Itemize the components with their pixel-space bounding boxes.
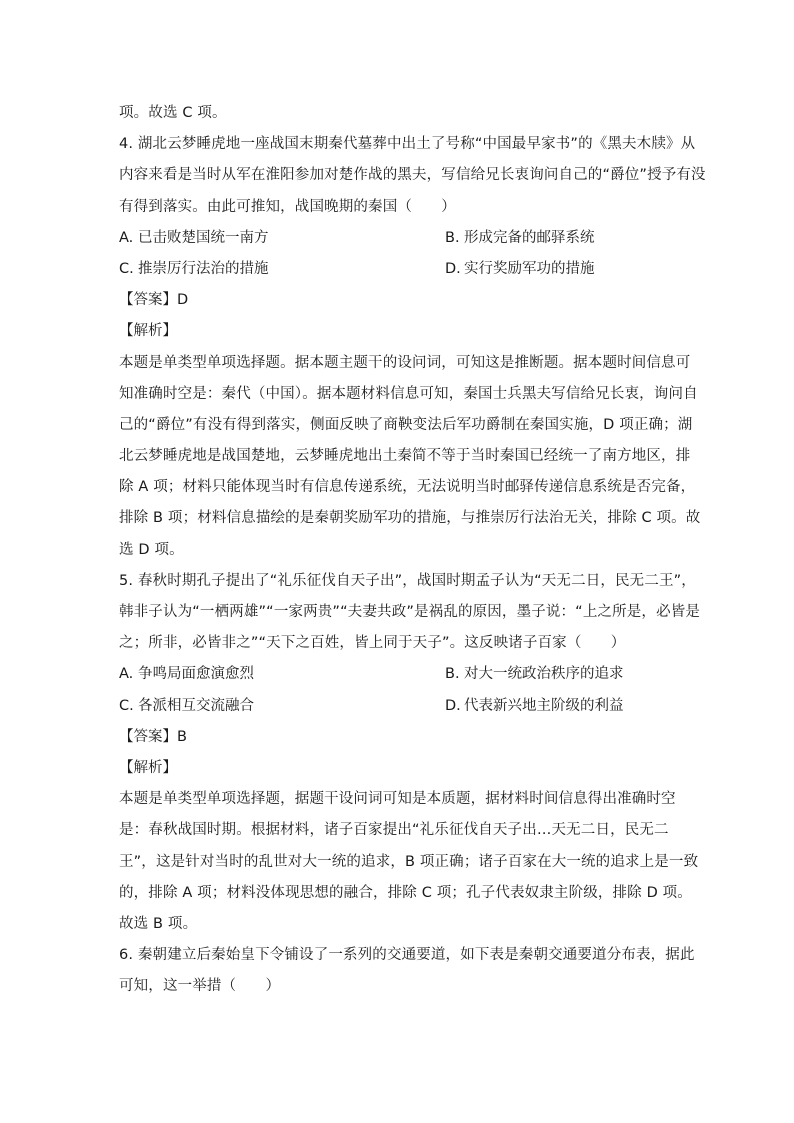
question-5-option-a: A. 争鸣局面愈演愈烈 — [119, 666, 254, 683]
question-4-answer: 【答案】D — [119, 292, 189, 309]
question-4-stem-line: 内容来看是当时从军在淮阳参加对楚作战的黑夫，写信给兄长衷询问自己的“爵位”授予有没 — [119, 167, 706, 184]
question-4-stem-line: 4. 湖北云梦睡虎地一座战国末期秦代墓葬中出土了号称“中国最早家书”的《黑夫木牍》从 — [119, 136, 696, 153]
question-5 — [119, 566, 701, 940]
question-5-option-b: B. 对大一统政治秩序的追求 — [445, 666, 624, 683]
question-4-analysis-line: 本题是单类型单项选择题。据本题主题干的设问词，可知这是推断题。据本题时间信息可 — [119, 354, 691, 371]
document-page — [119, 98, 706, 1002]
question-4-analysis-line: 知准确时空是：秦代（中国）。据本题材料信息可知，秦国士兵黑夫写信给兄长衷，询问自 — [119, 385, 698, 402]
question-5-options-row — [119, 691, 681, 722]
question-5-analysis-title: 【解析】 — [119, 759, 177, 776]
question-4 — [119, 129, 706, 566]
question-4-analysis-title: 【解析】 — [119, 323, 177, 340]
question-5-stem-line: 韩非子认为“一栖两雄”“一家两贵”“夫妻共政”是祸乱的原因，墨子说：“上之所是，必皆是 — [119, 604, 701, 620]
question-4-option-a: A. 已击败楚国统一南方 — [119, 229, 269, 246]
question-6 — [119, 940, 695, 1002]
question-5-answer: 【答案】B — [119, 728, 187, 745]
question-5-analysis-line: 是：春秋战国时期。根据材料，诸子百家提出“礼乐征伐自天子出…天无二日，民无二 — [119, 822, 669, 839]
question-6-stem-line: 6. 秦朝建立后秦始皇下令铺设了一系列的交通要道，如下表是秦朝交通要道分布表，据此 — [119, 947, 695, 964]
question-5-options-row — [119, 659, 681, 690]
text-line: 项。故选 C 项。 — [119, 105, 227, 121]
question-5-option-c: C. 各派相互交流融合 — [119, 697, 254, 714]
question-5-stem-line: 之；所非，必皆非之”“天下之百姓，皆上同于天子”。这反映诸子百家（ ） — [119, 635, 626, 652]
question-4-analysis-line: 排除 B 项；材料信息描绘的是秦朝奖励军功的措施，与推崇厉行法治无关，排除 C 项。故 — [119, 510, 701, 527]
question-5-option-d: D. 代表新兴地主阶级的利益 — [445, 697, 624, 714]
question-4-stem-line: 有得到落实。由此可推知，战国晚期的秦国（ ） — [119, 198, 456, 215]
question-5-analysis-line: 本题是单类型单项选择题，据题干设问词可知是本质题，据材料时间信息得出准确时空 — [119, 791, 676, 808]
question-5-analysis-line: 王”，这是针对当时的乱世对大一统的追求，B 项正确；诸子百家在大一统的追求上是一致 — [119, 853, 699, 870]
question-4-option-c: C. 推崇厉行法治的措施 — [119, 260, 269, 277]
question-4-option-b: B. 形成完备的邮驿系统 — [445, 229, 595, 246]
question-5-stem-line: 5. 春秋时期孔子提出了“礼乐征伐自天子出”，战国时期孟子认为“天无二日，民无二王”， — [119, 572, 696, 589]
question-4-analysis-line: 除 A 项；材料只能体现当时有信息传递系统，无法说明当时邮驿传递信息系统是否完备， — [119, 479, 696, 496]
question-4-analysis-line: 北云梦睡虎地是战国楚地，云梦睡虎地出土秦简不等于当时秦国已经统一了南方地区，排 — [119, 448, 691, 465]
question-4-analysis-line: 己的“爵位”有没有得到落实，侧面反映了商鞅变法后军功爵制在秦国实施，D 项正确；湖 — [119, 416, 693, 433]
question-6-stem-line: 可知，这一举措（ ） — [119, 978, 281, 995]
question-4-options-row — [119, 254, 681, 285]
question-4-option-d: D. 实行奖励军功的措施 — [445, 260, 595, 277]
question-4-options-row — [119, 223, 681, 254]
question-5-analysis-line: 的，排除 A 项；材料没体现思想的融合，排除 C 项；孔子代表奴隶主阶级，排除 D 项。 — [119, 884, 692, 901]
question-4-analysis-line: 选 D 项。 — [119, 541, 184, 558]
question-5-analysis-line: 故选 B 项。 — [119, 915, 198, 932]
